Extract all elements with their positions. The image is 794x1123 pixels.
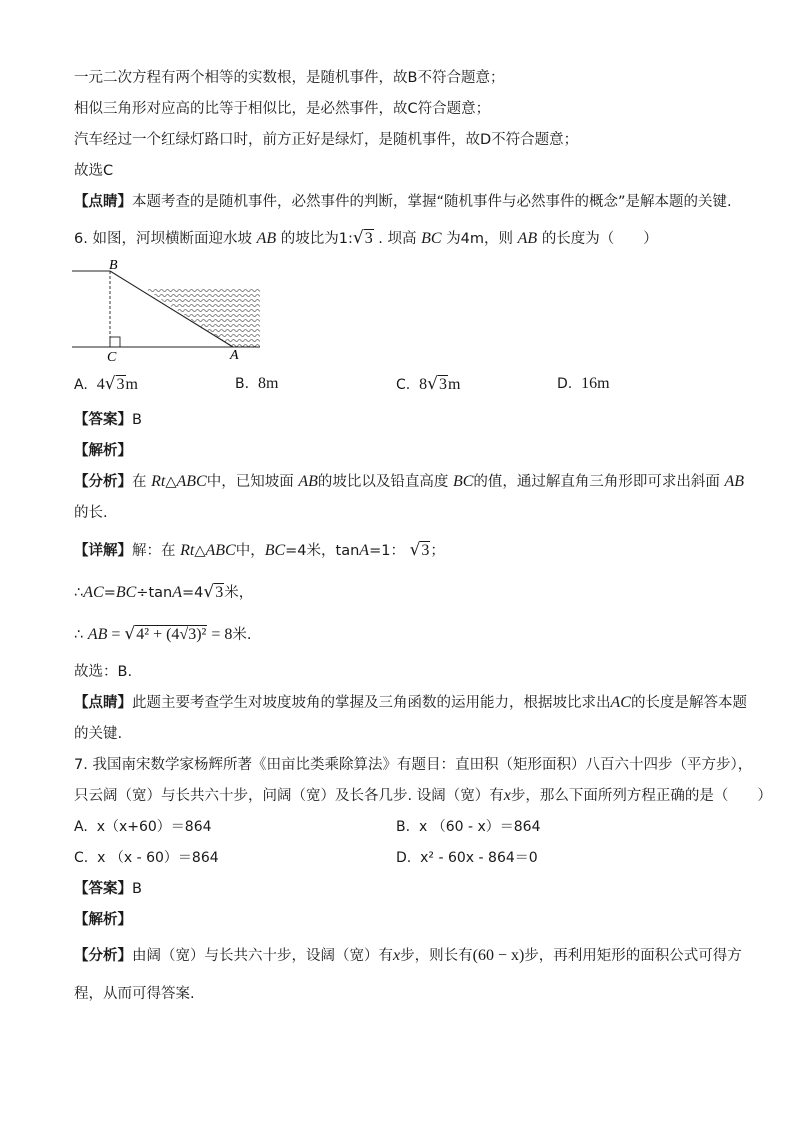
right-angle-mark bbox=[110, 337, 120, 347]
q7-option-d: D. x² - 60x - 864＝0 bbox=[396, 850, 538, 866]
q6-fenxi-cont: 的长. bbox=[74, 505, 108, 521]
q7-fenxi-cont: 程，从而可得答案. bbox=[74, 986, 195, 1002]
q6-option-b: B. 8m bbox=[235, 375, 279, 392]
q7-option-b: B. x （60 - x）＝864 bbox=[396, 819, 541, 835]
q6-option-a: A. 4√3m bbox=[74, 374, 138, 394]
line-1: 一元二次方程有两个相等的实数根，是随机事件，故B不符合题意； bbox=[74, 70, 505, 86]
q7-fenxi: 【分析】由阔（宽）与长共六十步，设阔（宽）有x步，则长有(60 − x)步，再利用矩形的面积公式可得方 bbox=[74, 947, 742, 964]
label-c: C bbox=[107, 350, 117, 365]
q6-dianjing-cont: 的关键. bbox=[74, 726, 123, 742]
water-hatch bbox=[144, 288, 260, 348]
q7-answer: 【答案】B bbox=[74, 881, 142, 897]
line-3: 汽车经过一个红绿灯路口时，前方正好是绿灯，是随机事件，故D不符合题意； bbox=[74, 132, 579, 148]
q6-ab-line: ∴ AB = √4² + (4√3)² = 8米. bbox=[74, 624, 252, 644]
q6-dianjing: 【点睛】此题主要考查学生对坡度坡角的掌握及三角函数的运用能力，根据坡比求出AC的长度是解答本题 bbox=[74, 694, 747, 711]
label-a: A bbox=[230, 348, 239, 363]
q6-xiangjie: 【详解】解：在 Rt△ABC中，BC=4米，tanA=1： √3； bbox=[74, 540, 445, 560]
q6-xuan: 故选：B. bbox=[74, 664, 133, 680]
q6-analysis-tag: 【解析】 bbox=[74, 443, 132, 459]
line-5: 【点睛】本题考查的是随机事件，必然事件的判断，掌握“随机事件与必然事件的概念”是解本题的关键. bbox=[74, 194, 732, 210]
q6-option-d: D. 16m bbox=[557, 375, 610, 392]
dam-cross-section-figure bbox=[70, 258, 270, 366]
q7-stem-2: 只云阔（宽）与长共六十步，问阔（宽）及长各几步. 设阔（宽）有x步，那么下面所列方程正确的是（ ） bbox=[74, 787, 772, 804]
q7-option-a: A. x（x+60）＝864 bbox=[74, 819, 212, 835]
q7-option-c: C. x （x - 60）＝864 bbox=[74, 850, 219, 866]
line-4: 故选C bbox=[74, 163, 114, 179]
q7-analysis-tag: 【解析】 bbox=[74, 912, 132, 928]
label-b: B bbox=[109, 258, 118, 273]
q7-stem-1: 7. 我国南宋数学家杨辉所著《田亩比类乘除算法》有题目：直田积（矩形面积）八百六十四步（平方步）， bbox=[74, 757, 753, 773]
q6-ac-line: ∴AC=BC÷tanA=4√3米， bbox=[74, 582, 254, 602]
q6-option-c: C. 8√3m bbox=[396, 374, 461, 394]
line-2: 相似三角形对应高的比等于相似比，是必然事件，故C符合题意； bbox=[74, 101, 491, 117]
q6-stem: 6. 如图，河坝横断面迎水坡 AB 的坡比为1:√3 . 坝高 BC 为4m，则 AB 的长度为（ ） bbox=[74, 228, 658, 248]
q6-fenxi: 【分析】在 Rt△ABC中，已知坡面 AB的坡比以及铅直高度 BC的值，通过解直角三角形即可求出斜面 AB bbox=[74, 473, 745, 490]
q6-answer: 【答案】B bbox=[74, 412, 142, 428]
